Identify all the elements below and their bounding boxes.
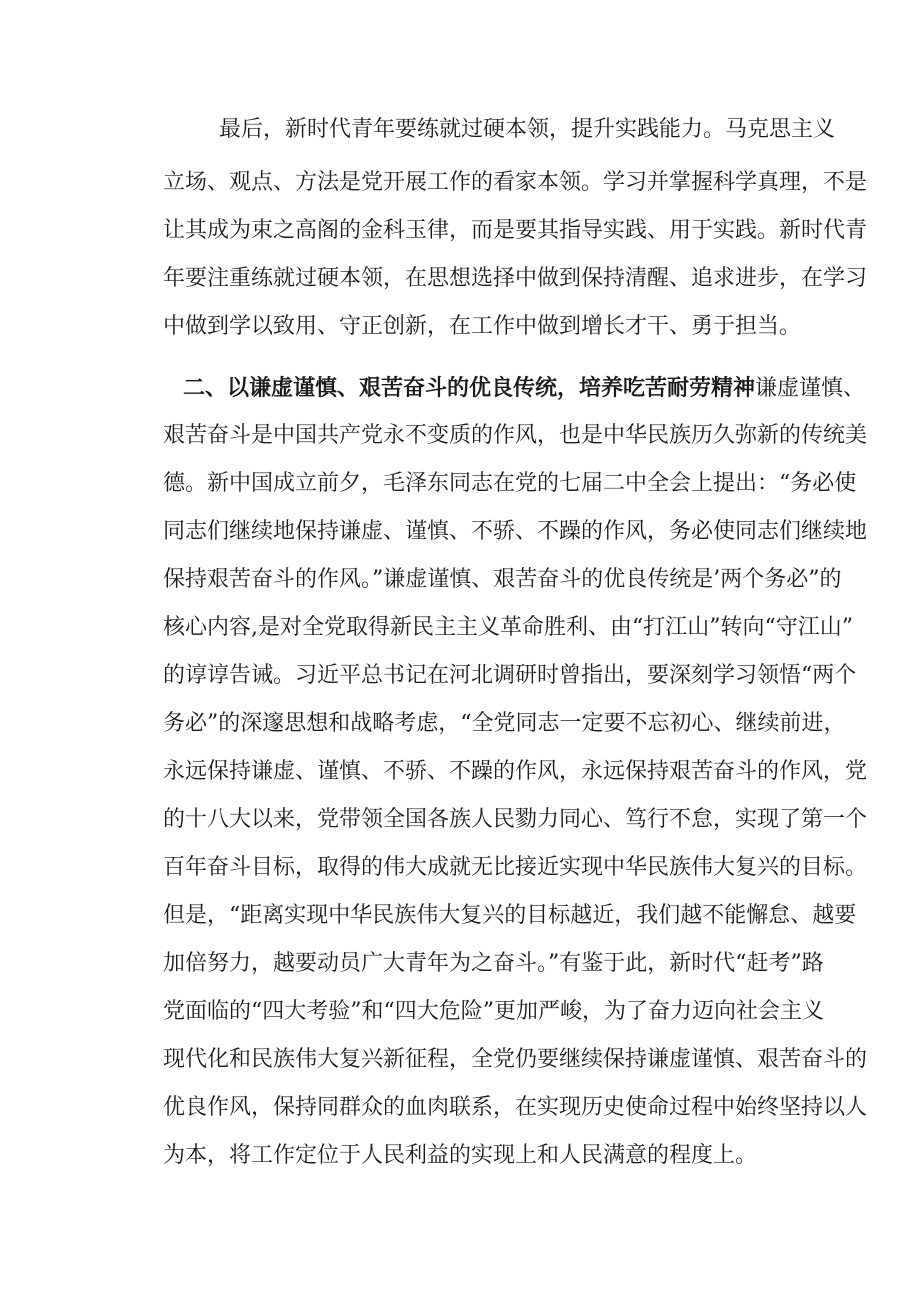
paragraph1-line-2: 立场、观点、方法是党开展工作的看家本领。学习并掌握科学真理，不是 [163,170,868,195]
paragraph2-line: 保持艰苦奋斗的作风。”谦虚谨慎、艰苦奋斗的优良传统是’两个务必”的 [163,567,842,592]
paragraph2-line-1-rest: 谦虚谨慎、 [755,376,866,401]
paragraph1-line-3: 让其成为束之高阁的金科玉律，而是要其指导实践、用于实践。新时代青 [163,218,868,243]
paragraph1-line-5: 中做到学以致用、守正创新，在工作中做到增长才干、勇于担当。 [163,314,802,339]
paragraph1-line-1: 最后，新时代青年要练就过硬本领，提升实践能力。马克思主义 [219,117,836,142]
paragraph2-line: 现代化和民族伟大复兴新征程，全党仍要继续保持谦虚谨慎、艰苦奋斗的 [163,1047,868,1072]
paragraph2-line: 同志们继续地保持谦虚、谨慎、不骄、不躁的作风，务必使同志们继续地 [163,519,868,544]
paragraph2-line: 艰苦奋斗是中国共产党永不变质的作风，也是中华民族历久弥新的传统美 [163,423,868,448]
paragraph2-line: 永远保持谦虚、谨慎、不骄、不躁的作风，永远保持艰苦奋斗的作风，党 [163,759,868,784]
paragraph2-line: 为本，将工作定位于人民利益的实现上和人民满意的程度上。 [163,1143,758,1168]
paragraph2-line: 德。新中国成立前夕，毛泽东同志在党的七届二中全会上提出：“务必使 [163,471,857,496]
paragraph2-line: 党面临的“四大考验”和“四大危险”更加严峻，为了奋力迈向社会主义 [163,999,824,1024]
paragraph2-line: 务必”的深邃思想和战略考虑，“全党同志一定要不忘初心、继续前进， [163,711,846,736]
paragraph2-line: 但是，“距离实现中华民族伟大复兴的目标越近，我们越不能懈怠、越要 [163,903,857,928]
paragraph1-line-4: 年要注重练就过硬本领，在思想选择中做到保持清醒、追求进步，在学习 [163,266,868,291]
paragraph2-line: 百年奋斗目标，取得的伟大成就无比接近实现中华民族伟大复兴的目标。 [163,855,868,880]
paragraph2-line: 加倍努力，越要动员广大青年为之奋斗。”有鉴于此，新时代“赶考”路 [163,951,824,976]
paragraph2-line: 的谆谆告诫。习近平总书记在河北调研时曾指出，要深刻学习领悟“两个 [163,663,857,688]
section-heading: 二、以谦虚谨慎、艰苦奋斗的优良传统，培养吃苦耐劳精神 [183,375,756,401]
paragraph2-line: 的十八大以来，党带领全国各族人民勠力同心、笃行不怠，实现了第一个 [163,807,868,832]
paragraph2-line: 优良作风，保持同群众的血肉联系，在实现历史使命过程中始终坚持以人 [163,1095,868,1120]
paragraph2-line: 核心内容,是对全党取得新民主主义革命胜利、由“打江山”转向“守江山” [163,615,853,640]
section-heading-line [183,368,866,408]
